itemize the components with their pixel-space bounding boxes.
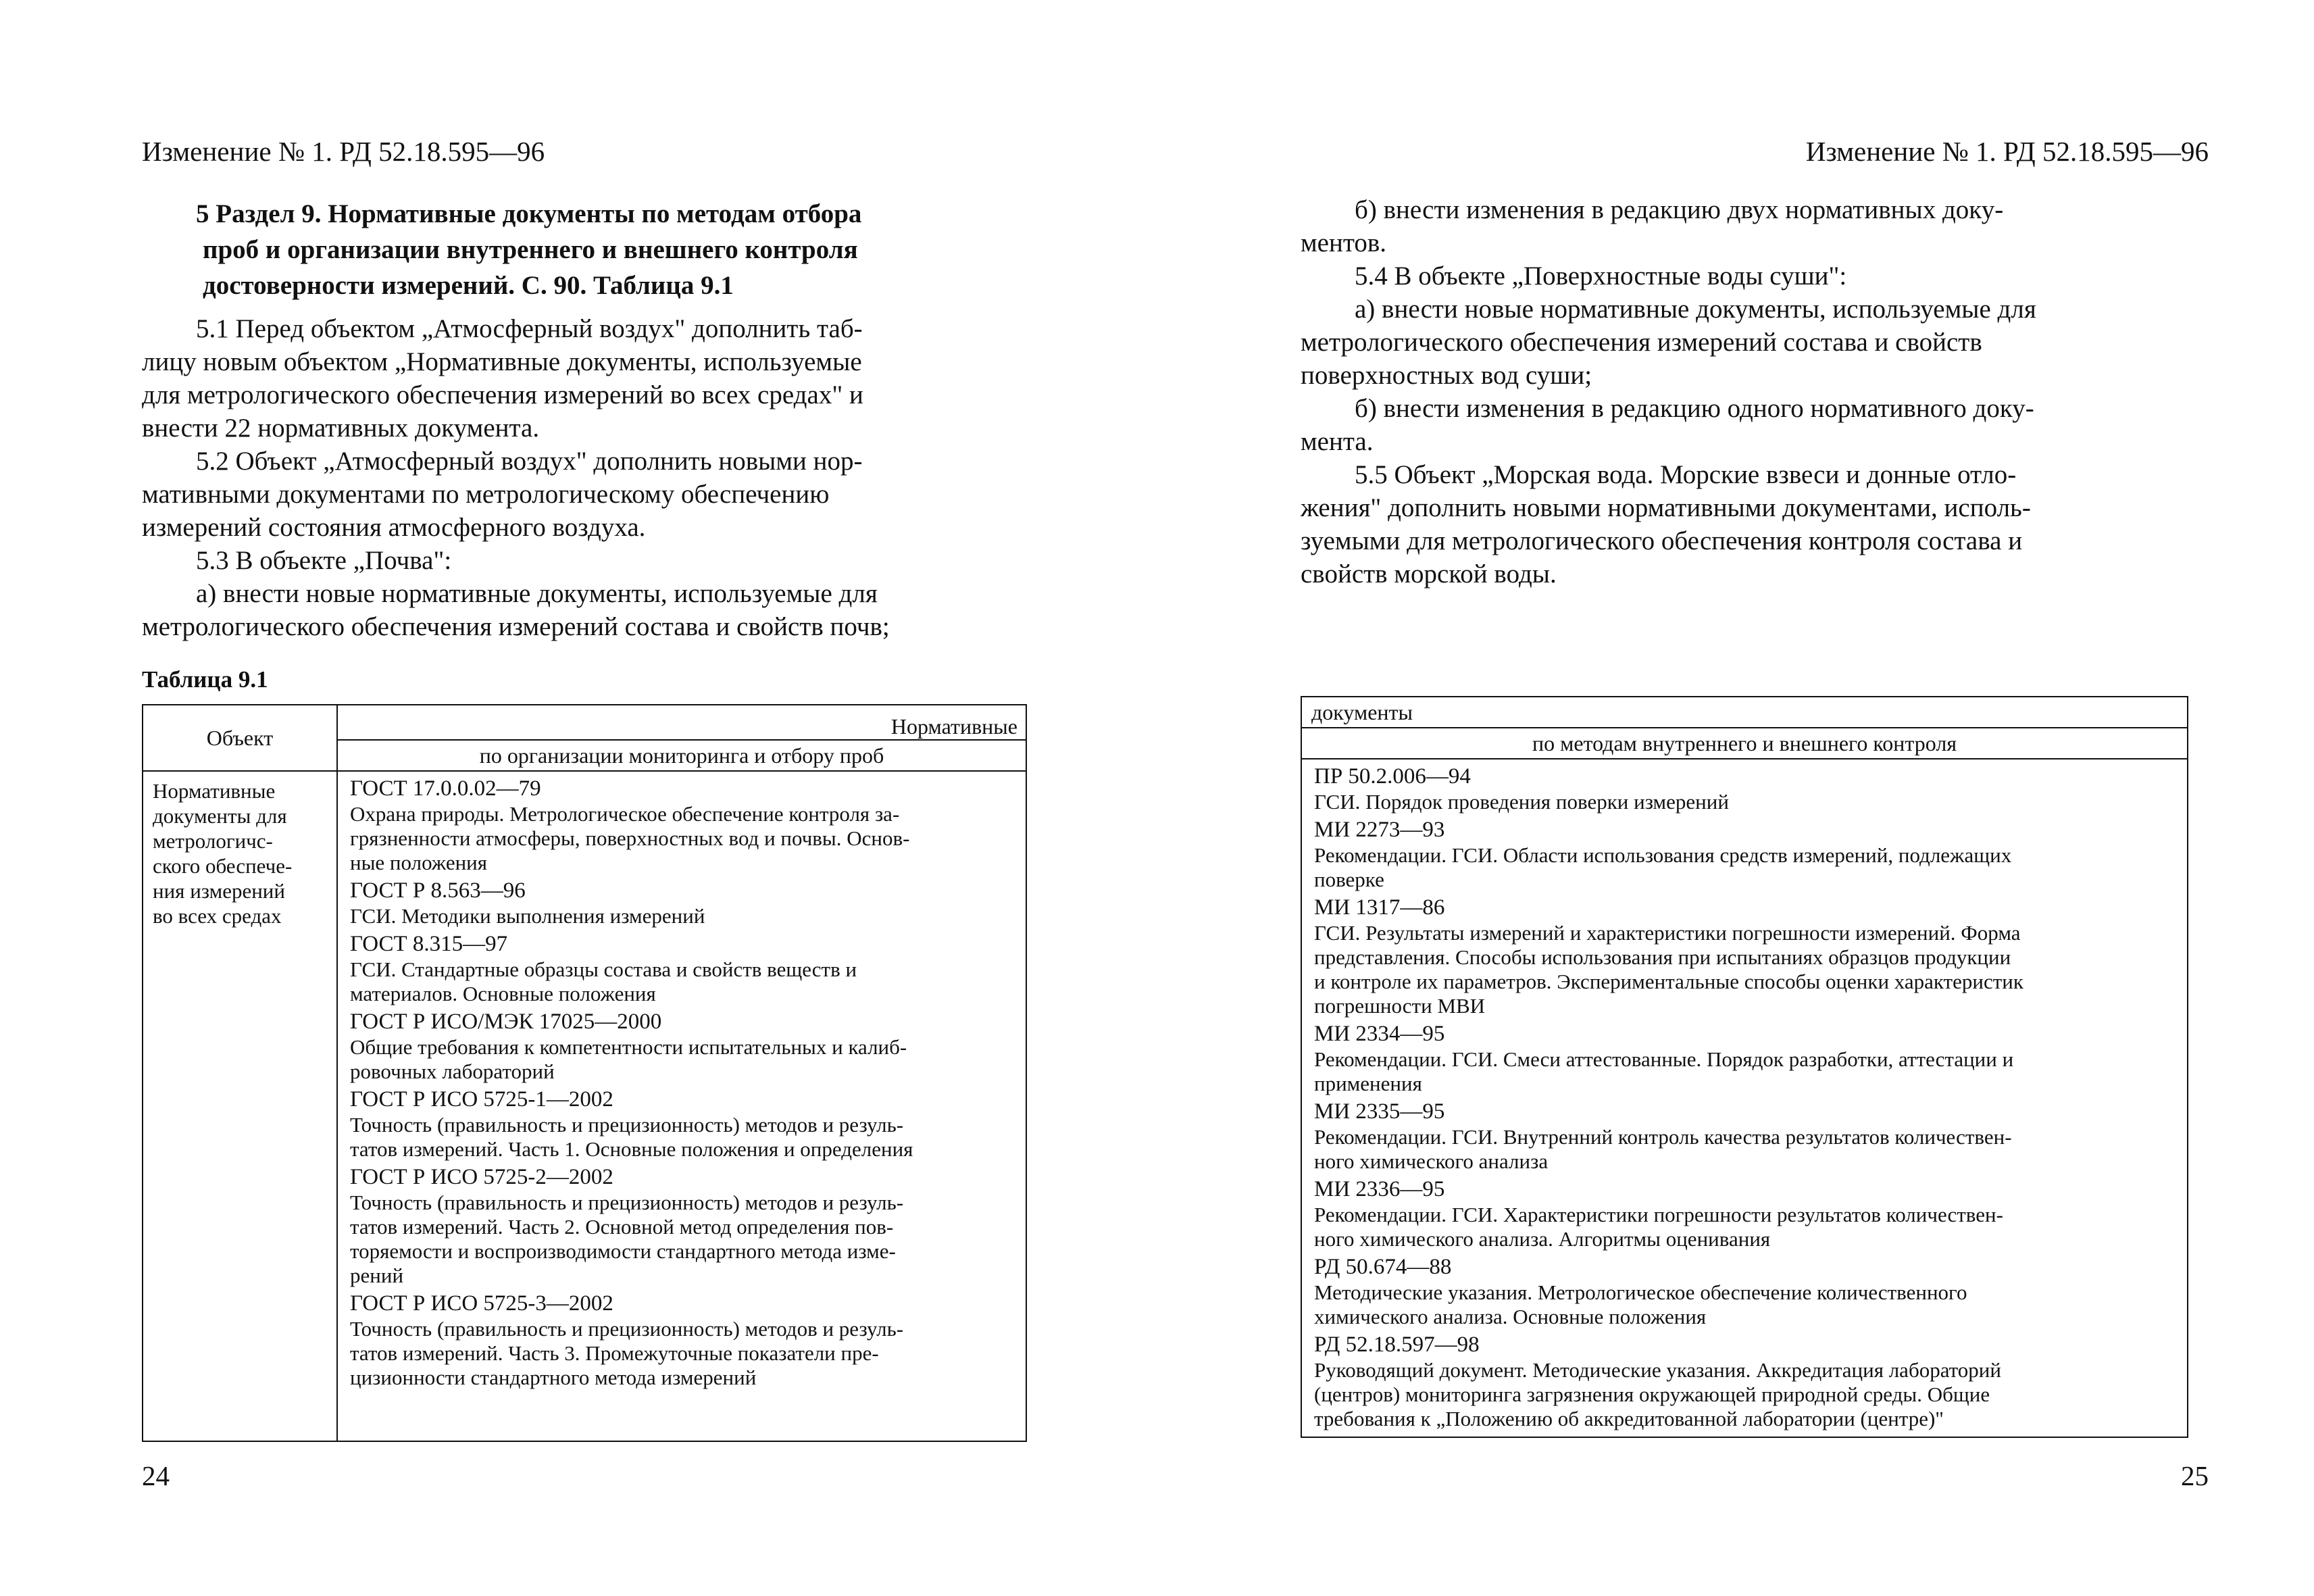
document-title-line: Рекомендации. ГСИ. Внутренний контроль качества результатов количествен- bbox=[1314, 1125, 2012, 1149]
page-number: 25 bbox=[2181, 1460, 2209, 1491]
paragraph-line: мативными документами по метрологическому обеспечению bbox=[142, 480, 830, 509]
object-line: ния измерений bbox=[153, 879, 285, 903]
paragraph-line: б) внести изменения в редакцию двух нормативных доку- bbox=[1355, 195, 2004, 224]
document-title bbox=[350, 802, 1017, 875]
document-title-line: татов измерений. Часть 3. Промежуточные показатели пре- bbox=[350, 1341, 879, 1365]
column-header-object: Объект bbox=[143, 705, 337, 771]
document-title-line: Рекомендации. ГСИ. Смеси аттестованные. Порядок разработки, аттестации и bbox=[1314, 1047, 2014, 1071]
section-title-line: проб и организации внутреннего и внешнего контроля bbox=[203, 235, 858, 264]
paragraph-line: внести 22 нормативных документа. bbox=[142, 414, 540, 443]
document-title bbox=[1314, 1358, 2179, 1431]
document-title bbox=[1314, 921, 2179, 1018]
object-line: во всех средах bbox=[153, 904, 282, 928]
document-title-line: татов измерений. Часть 2. Основной метод определения пов- bbox=[350, 1215, 894, 1239]
document-title bbox=[350, 1035, 1017, 1084]
document-code: ГОСТ Р ИСО 5725-3—2002 bbox=[350, 1291, 613, 1316]
paragraph-line: а) внести новые нормативные документы, используемые для bbox=[196, 579, 878, 608]
paragraph-line: свойств морской воды. bbox=[1301, 559, 1557, 589]
column-header-documents: документы bbox=[1301, 697, 2188, 728]
document-title-line: цизионности стандартного метода измерений bbox=[350, 1366, 757, 1389]
paragraph-line: поверхностных вод суши; bbox=[1301, 361, 1592, 390]
document-title-line: Общие требования к компетентности испытательных и калиб- bbox=[350, 1035, 907, 1059]
document-entry bbox=[350, 878, 1017, 928]
document-title-line: Методические указания. Метрологическое обеспечение количественного bbox=[1314, 1280, 1967, 1304]
page-header: Изменение № 1. РД 52.18.595—96 bbox=[142, 136, 545, 167]
document-title bbox=[1314, 1047, 2179, 1096]
document-code: ГОСТ 8.315—97 bbox=[350, 932, 508, 956]
document-entry bbox=[350, 931, 1017, 1006]
document-title-line: Точность (правильность и прецизионность) методов и резуль- bbox=[350, 1113, 904, 1137]
paragraph bbox=[1301, 392, 2187, 458]
document-title bbox=[350, 1317, 1017, 1390]
paragraph-line: метрологического обеспечения измерений состава и свойств почв; bbox=[142, 612, 890, 641]
document-title-line: Рекомендации. ГСИ. Области использования средств измерений, подлежащих bbox=[1314, 843, 2012, 867]
paragraph bbox=[1301, 293, 2187, 392]
document-title-line: Рекомендации. ГСИ. Характеристики погрешности результатов количествен- bbox=[1314, 1203, 2003, 1226]
object-line: метрологичс- bbox=[153, 829, 273, 853]
document-title-line: химического анализа. Основные положения bbox=[1314, 1305, 1707, 1328]
document-code: МИ 2336—95 bbox=[1314, 1177, 1445, 1201]
paragraph-line: лицу новым объектом „Нормативные документы, используемые bbox=[142, 347, 862, 376]
column-header-documents: Нормативные bbox=[337, 705, 1026, 740]
document-title bbox=[1314, 790, 2179, 814]
document-title bbox=[1314, 1125, 2179, 1174]
column-subheader: по организации мониторинга и отбору проб bbox=[337, 740, 1026, 771]
document-title-line: торяемости и воспроизводимости стандартного метода изме- bbox=[350, 1239, 896, 1263]
paragraph bbox=[142, 577, 1026, 643]
document-title-line: татов измерений. Часть 1. Основные положения и определения bbox=[350, 1137, 913, 1161]
documents-table bbox=[142, 704, 1027, 1442]
document-title-line: ровочных лабораторий bbox=[350, 1059, 555, 1083]
object-cell bbox=[143, 771, 337, 1441]
document-title-line: ного химического анализа. Алгоритмы оценивания bbox=[1314, 1227, 1771, 1251]
document-title-line: требования к „Положению об аккредитованной лаборатории (центре)" bbox=[1314, 1407, 1944, 1430]
paragraph-line: а) внести новые нормативные документы, используемые для bbox=[1355, 295, 2036, 324]
document-title-line: Точность (правильность и прецизионность) методов и резуль- bbox=[350, 1191, 904, 1214]
table-caption: Таблица 9.1 bbox=[142, 666, 268, 693]
object-line: ского обеспече- bbox=[153, 854, 293, 878]
document-code: МИ 2335—95 bbox=[1314, 1099, 1445, 1124]
document-title bbox=[350, 957, 1017, 1006]
document-entry bbox=[1314, 1021, 2179, 1096]
document-title-line: поверке bbox=[1314, 868, 1384, 891]
paragraph-line: 5.4 В объекте „Поверхностные воды суши": bbox=[1355, 261, 1847, 291]
documents-table bbox=[1301, 696, 2188, 1438]
document-code: ПР 50.2.006—94 bbox=[1314, 764, 1471, 789]
section-title-line: 5 Раздел 9. Нормативные документы по методам отбора bbox=[196, 199, 862, 228]
page-number: 24 bbox=[142, 1460, 170, 1491]
paragraph-line: для метрологического обеспечения измерений во всех средах" и bbox=[142, 380, 863, 409]
document-entry bbox=[1314, 1176, 2179, 1251]
object-line: документы для bbox=[153, 804, 287, 828]
document-title-line: представления. Способы использования при испытаниях образцов продукции bbox=[1314, 945, 2011, 969]
document-entry bbox=[1314, 817, 2179, 892]
document-title-line: применения bbox=[1314, 1072, 1422, 1095]
paragraph-line: мента. bbox=[1301, 427, 1374, 456]
document-entry bbox=[350, 1087, 1017, 1162]
document-entry bbox=[350, 1291, 1017, 1390]
document-title bbox=[350, 904, 1017, 928]
document-title-line: Охрана природы. Метрологическое обеспечение контроля за- bbox=[350, 802, 900, 826]
document-title-line: ГСИ. Результаты измерений и характеристики погрешности измерений. Форма bbox=[1314, 921, 2021, 945]
paragraph-line: жения" дополнить новыми нормативными документами, исполь- bbox=[1301, 493, 2031, 522]
document-code: ГОСТ Р ИСО/МЭК 17025—2000 bbox=[350, 1009, 662, 1034]
paragraph bbox=[1301, 259, 2187, 293]
document-title bbox=[1314, 1203, 2179, 1251]
documents-cell bbox=[1301, 759, 2188, 1437]
document-code: ГОСТ Р ИСО 5725-1—2002 bbox=[350, 1087, 613, 1112]
document-code: РД 50.674—88 bbox=[1314, 1255, 1452, 1279]
document-title-line: и контроле их параметров. Экспериментальные способы оценки характеристик bbox=[1314, 970, 2023, 993]
paragraph-line: измерений состояния атмосферного воздуха. bbox=[142, 513, 646, 542]
section-title bbox=[196, 196, 1027, 303]
document-title-line: ГСИ. Порядок проведения поверки измерений bbox=[1314, 790, 1729, 814]
document-code: ГОСТ Р ИСО 5725-2—2002 bbox=[350, 1165, 613, 1189]
section-title-line: достоверности измерений. С. 90. Таблица 9.1 bbox=[203, 271, 734, 300]
paragraph bbox=[1301, 193, 2187, 259]
document-title-line: грязненности атмосферы, поверхностных вод и почвы. Основ- bbox=[350, 826, 910, 850]
paragraph-line: 5.2 Объект „Атмосферный воздух" дополнить новыми нор- bbox=[196, 447, 863, 476]
document-title bbox=[1314, 843, 2179, 892]
document-title-line: ного химического анализа bbox=[1314, 1149, 1549, 1173]
document-entry bbox=[350, 1009, 1017, 1084]
paragraph bbox=[142, 544, 1026, 577]
paragraph-line: метрологического обеспечения измерений состава и свойств bbox=[1301, 328, 1982, 357]
document-code: МИ 2273—93 bbox=[1314, 818, 1445, 842]
document-title bbox=[1314, 1280, 2179, 1329]
document-title-line: ГСИ. Стандартные образцы состава и свойств веществ и bbox=[350, 957, 857, 981]
document-entry bbox=[350, 1164, 1017, 1288]
paragraph bbox=[142, 445, 1026, 544]
document-code: РД 52.18.597—98 bbox=[1314, 1332, 1480, 1357]
object-line: Нормативные bbox=[153, 779, 276, 803]
column-subheader: по методам внутреннего и внешнего контроля bbox=[1301, 728, 2188, 759]
paragraph-line: б) внести изменения в редакцию одного нормативного доку- bbox=[1355, 394, 2034, 423]
paragraph-line: 5.1 Перед объектом „Атмосферный воздух" дополнить таб- bbox=[196, 314, 863, 343]
document-entry bbox=[350, 776, 1017, 875]
page-header: Изменение № 1. РД 52.18.595—96 bbox=[1805, 136, 2209, 167]
paragraph-line: 5.5 Объект „Морская вода. Морские взвеси и донные отло- bbox=[1355, 460, 2017, 489]
paragraph bbox=[142, 312, 1026, 445]
paragraph-line: ментов. bbox=[1301, 228, 1387, 257]
document-code: МИ 2334—95 bbox=[1314, 1022, 1445, 1046]
document-title-line: материалов. Основные положения bbox=[350, 982, 656, 1005]
paragraph-line: зуемыми для метрологического обеспечения контроля состава и bbox=[1301, 526, 2023, 555]
document-title-line: погрешности МВИ bbox=[1314, 994, 1486, 1018]
document-title-line: Точность (правильность и прецизионность) методов и резуль- bbox=[350, 1317, 904, 1341]
document-code: ГОСТ Р 8.563—96 bbox=[350, 878, 526, 903]
document-title bbox=[350, 1191, 1017, 1288]
right-page bbox=[1157, 0, 2314, 1596]
document-entry bbox=[1314, 1099, 2179, 1174]
document-title-line: ГСИ. Методики выполнения измерений bbox=[350, 904, 705, 928]
document-title bbox=[350, 1113, 1017, 1162]
document-title-line: ные положения bbox=[350, 851, 488, 874]
body-text bbox=[142, 312, 1026, 643]
body-text bbox=[1301, 193, 2187, 591]
document-title-line: рений bbox=[350, 1264, 404, 1287]
paragraph-line: 5.3 В объекте „Почва": bbox=[196, 546, 452, 575]
document-code: ГОСТ 17.0.0.02—79 bbox=[350, 776, 541, 801]
document-entry bbox=[1314, 895, 2179, 1018]
document-entry bbox=[1314, 1254, 2179, 1329]
documents-cell bbox=[337, 771, 1026, 1441]
document-title-line: Руководящий документ. Методические указания. Аккредитация лабораторий bbox=[1314, 1358, 2001, 1382]
document-entry bbox=[1314, 1332, 2179, 1431]
document-title-line: (центров) мониторинга загрязнения окружающей природной среды. Общие bbox=[1314, 1382, 1990, 1406]
document-code: МИ 1317—86 bbox=[1314, 895, 1445, 920]
paragraph bbox=[1301, 458, 2187, 591]
document-entry bbox=[1314, 764, 2179, 814]
